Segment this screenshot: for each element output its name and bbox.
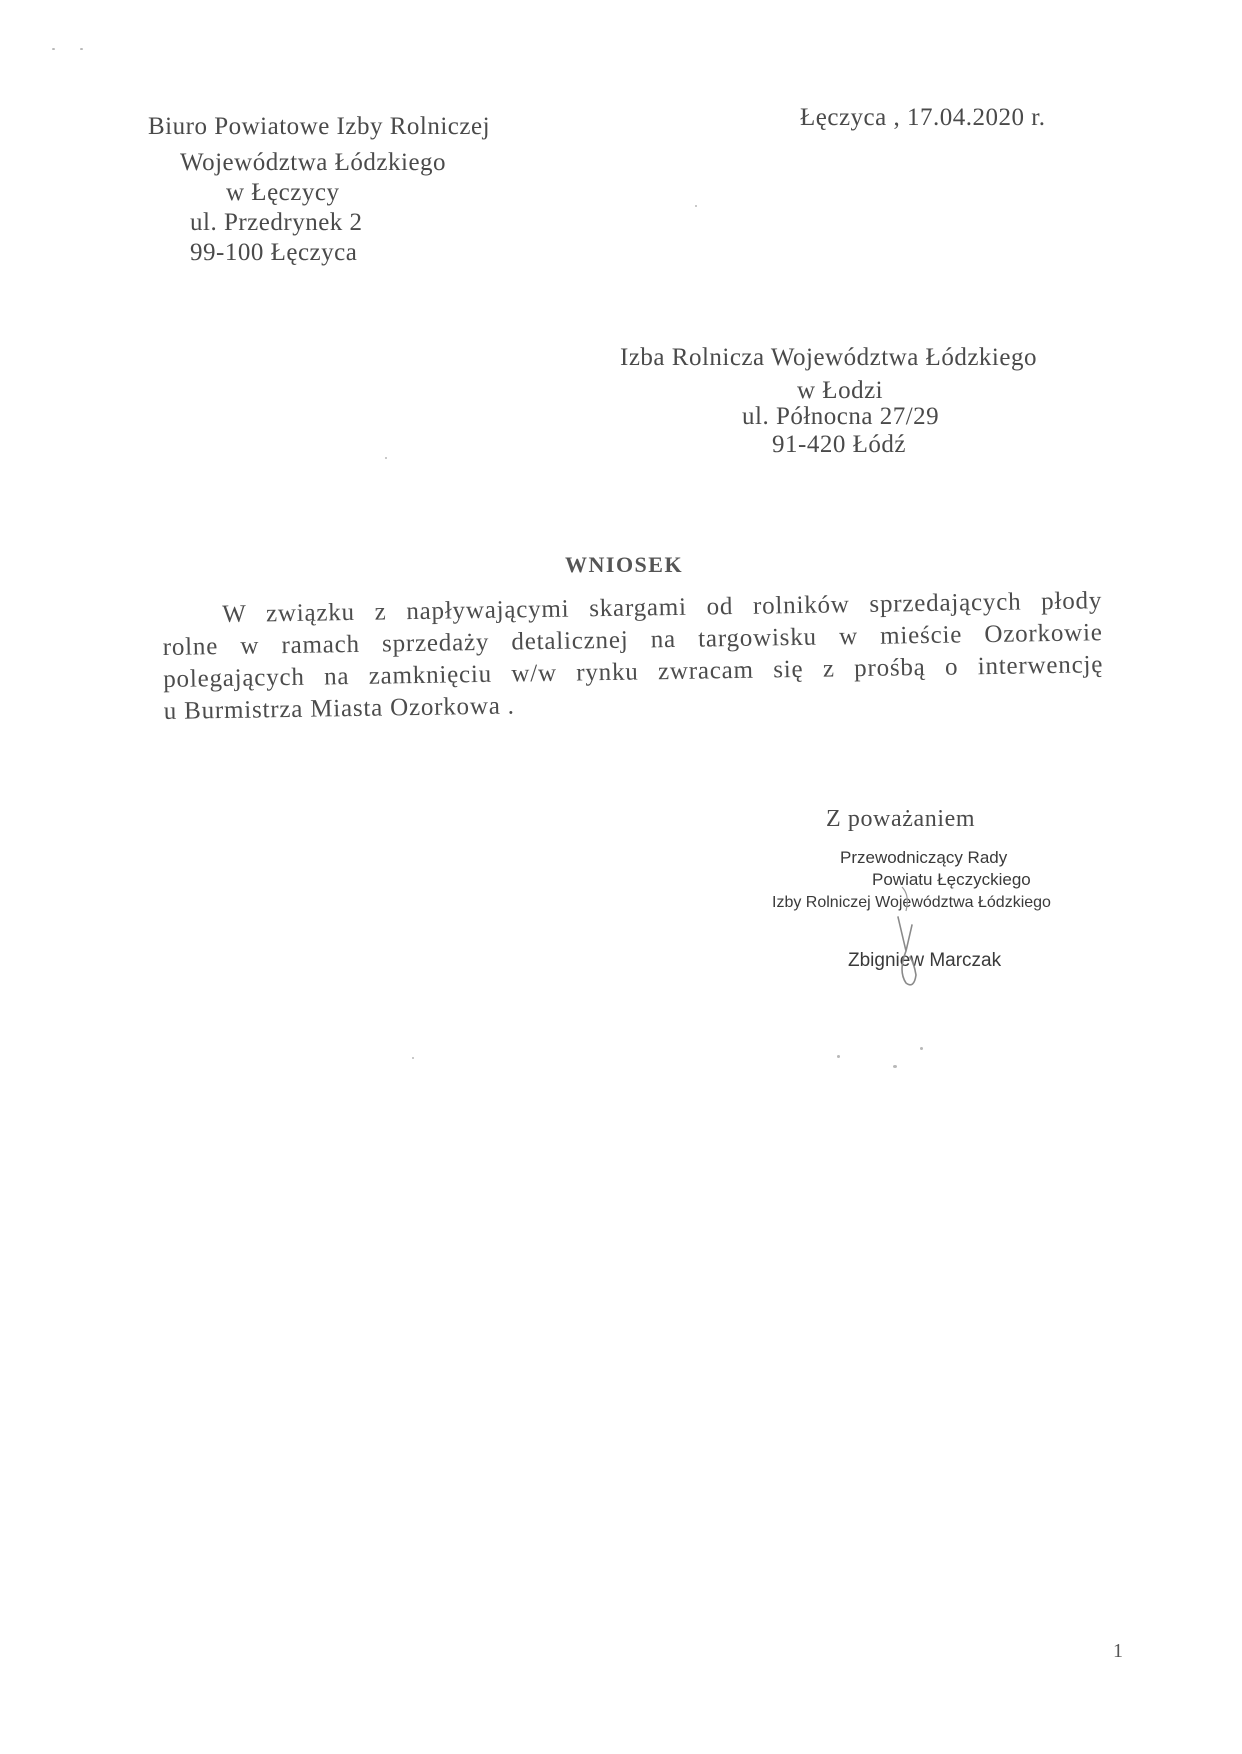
handwritten-signature (880, 885, 940, 1005)
sender-line-2: Województwa Łódzkiego (180, 149, 447, 176)
document-title: WNIOSEK (565, 552, 684, 577)
sender-line-5: 99-100 Łęczyca (190, 239, 358, 266)
body-line-3: polegających na zamknięciu w/w rynku zwracam się z prośbą o interwencję (163, 651, 1104, 693)
recipient-line-2: w Łodzi (797, 377, 884, 404)
sender-line-3: w Łęczycy (226, 179, 340, 206)
scan-speck (695, 205, 697, 207)
body-line-1: W związku z napływającymi skargami od rolników sprzedających płody (222, 587, 1103, 629)
recipient-line-3: ul. Północna 27/29 (742, 403, 940, 430)
closing-salutation: Z poważaniem (826, 806, 976, 832)
page-number: 1 (1113, 1640, 1123, 1662)
scan-speck (920, 1047, 923, 1050)
sender-line-1: Biuro Powiatowe Izby Rolniczej (148, 113, 491, 140)
stamp-line-1: Przewodniczący Rady (840, 848, 1008, 867)
body-paragraph (162, 585, 1104, 728)
body-line-4: u Burmistrza Miasta Ozorkowa . (163, 692, 515, 725)
scan-speck (412, 1057, 414, 1059)
body-line-2: rolne w ramach sprzedaży detalicznej na targowisku w mieście Ozorkowie (162, 619, 1103, 661)
stamp-line-3: Izby Rolniczej Województwa Łódzkiego (772, 894, 1051, 911)
document-date: Łęczyca , 17.04.2020 r. (800, 104, 1046, 131)
scan-speck (385, 457, 387, 459)
scan-speck (80, 48, 83, 50)
scan-speck (893, 1065, 897, 1068)
sender-line-4: ul. Przedrynek 2 (190, 209, 363, 236)
recipient-line-1: Izba Rolnicza Województwa Łódzkiego (620, 344, 1037, 371)
recipient-line-4: 91-420 Łódź (772, 431, 906, 458)
stamp-signatory-name: Zbigniew Marczak (848, 950, 1002, 971)
scan-speck (52, 48, 55, 50)
scan-speck (837, 1055, 840, 1058)
stamp-line-2: Powiatu Łęczyckiego (872, 870, 1031, 889)
